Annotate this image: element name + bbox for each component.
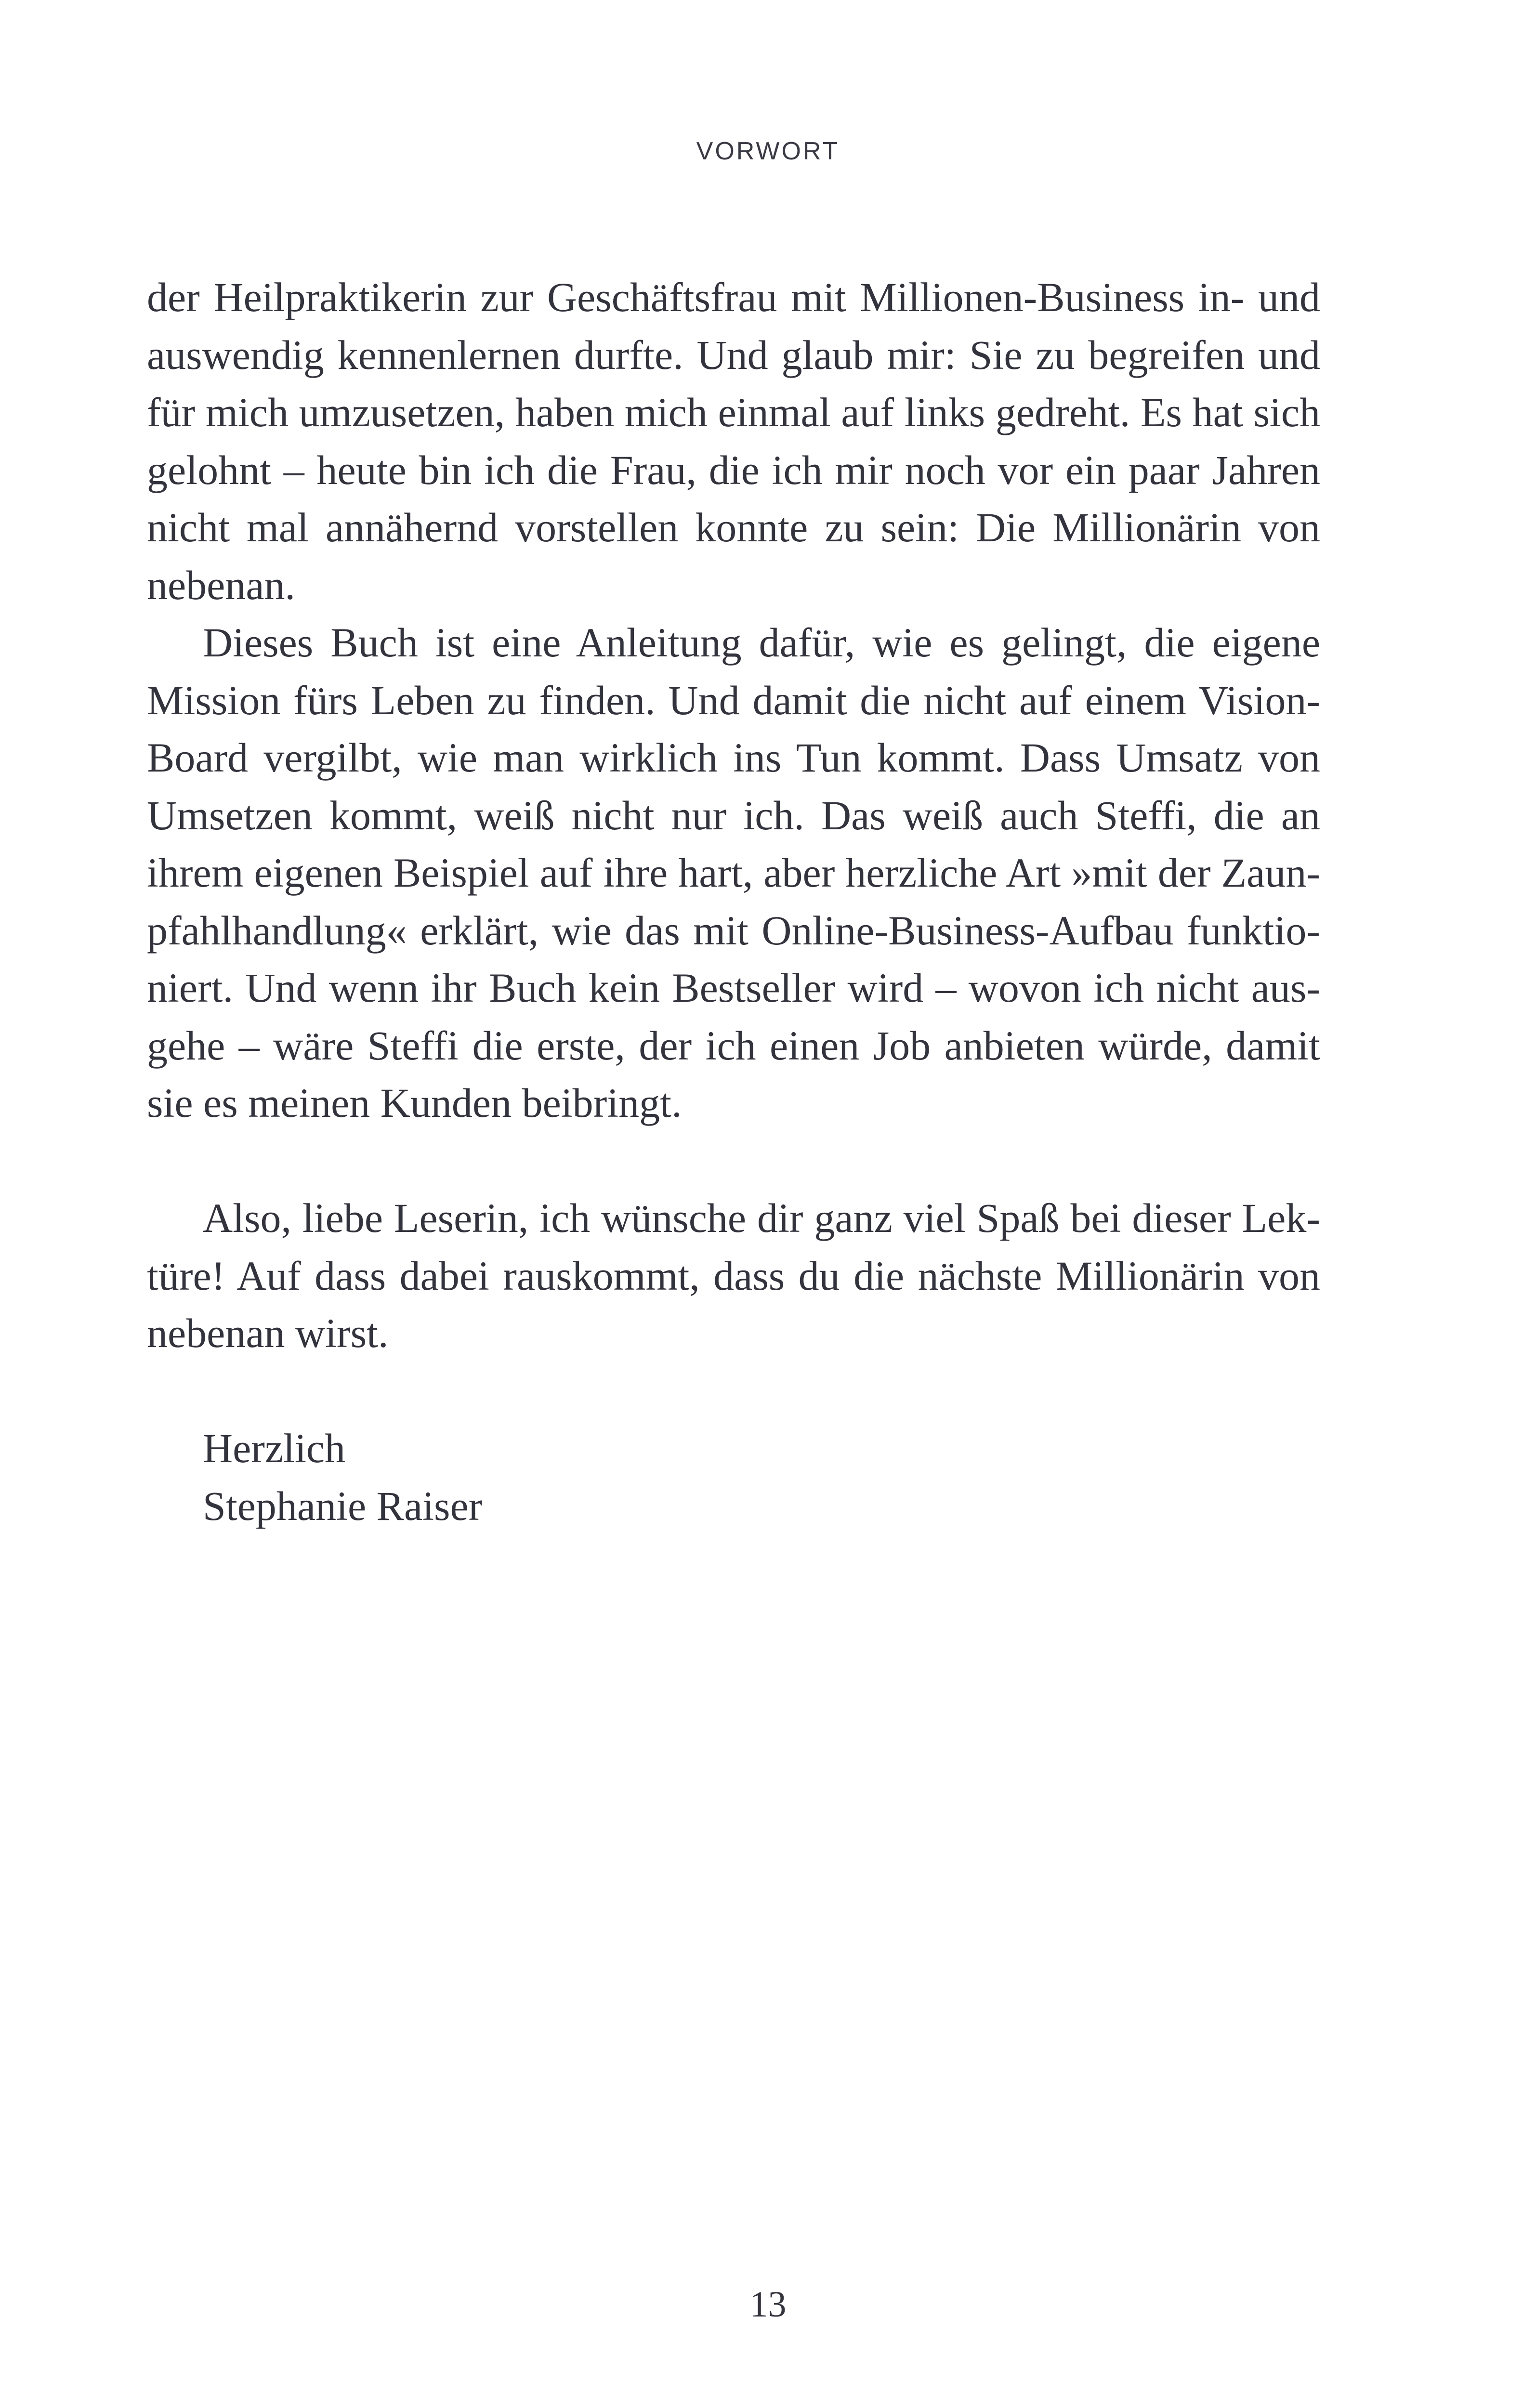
- running-head: VORWORT: [696, 137, 840, 165]
- body-text: [147, 269, 1320, 1535]
- paragraph-1: der Heilpraktikerin zur Geschäftsfrau mit Millionen-Business in- und auswendig kennenlernen durfte. Und glaub mir: Sie zu begreifen und für mich umzusetzen, haben mich einmal auf links gedreht. Es hat sich gelohnt – heute bin ich die Frau, die ich mir noch vor ein paar Jahren nicht mal annähernd vorstellen konnte zu sein: Die Millionärin von nebenan.: [147, 274, 1320, 608]
- closing-salutation: Herzlich: [203, 1425, 346, 1471]
- page-number: 13: [749, 2284, 787, 2325]
- paragraph-3: Also, liebe Leserin, ich wünsche dir ganz viel Spaß bei dieser Lektüre! Auf dass dabei rauskommt, dass du die nächste Millionärin von nebenan wirst.: [147, 1195, 1320, 1356]
- signature-name: Stephanie Raiser: [203, 1482, 483, 1529]
- paragraph-2: Dieses Buch ist eine Anleitung dafür, wie es gelingt, die eigene Mission fürs Leben zu finden. Und damit die nicht auf einem Vision-Board vergilbt, wie man wirklich ins Tun kommt. Dass Umsatz von Umsetzen kommt, weiß nicht nur ich. Das weiß auch Steffi, die an ihrem eigenen Beispiel auf ihre hart, aber herzliche Art »mit der Zaunpfahlhandlung« erklärt, wie das mit Online-Business-Aufbau funktioniert. Und wenn ihr Buch kein Bestseller wird – wovon ich nicht ausgehe – wäre Steffi die erste, der ich einen Job anbieten würde, damit sie es meinen Kunden beibringt.: [147, 619, 1320, 1126]
- signoff: [147, 1420, 1320, 1535]
